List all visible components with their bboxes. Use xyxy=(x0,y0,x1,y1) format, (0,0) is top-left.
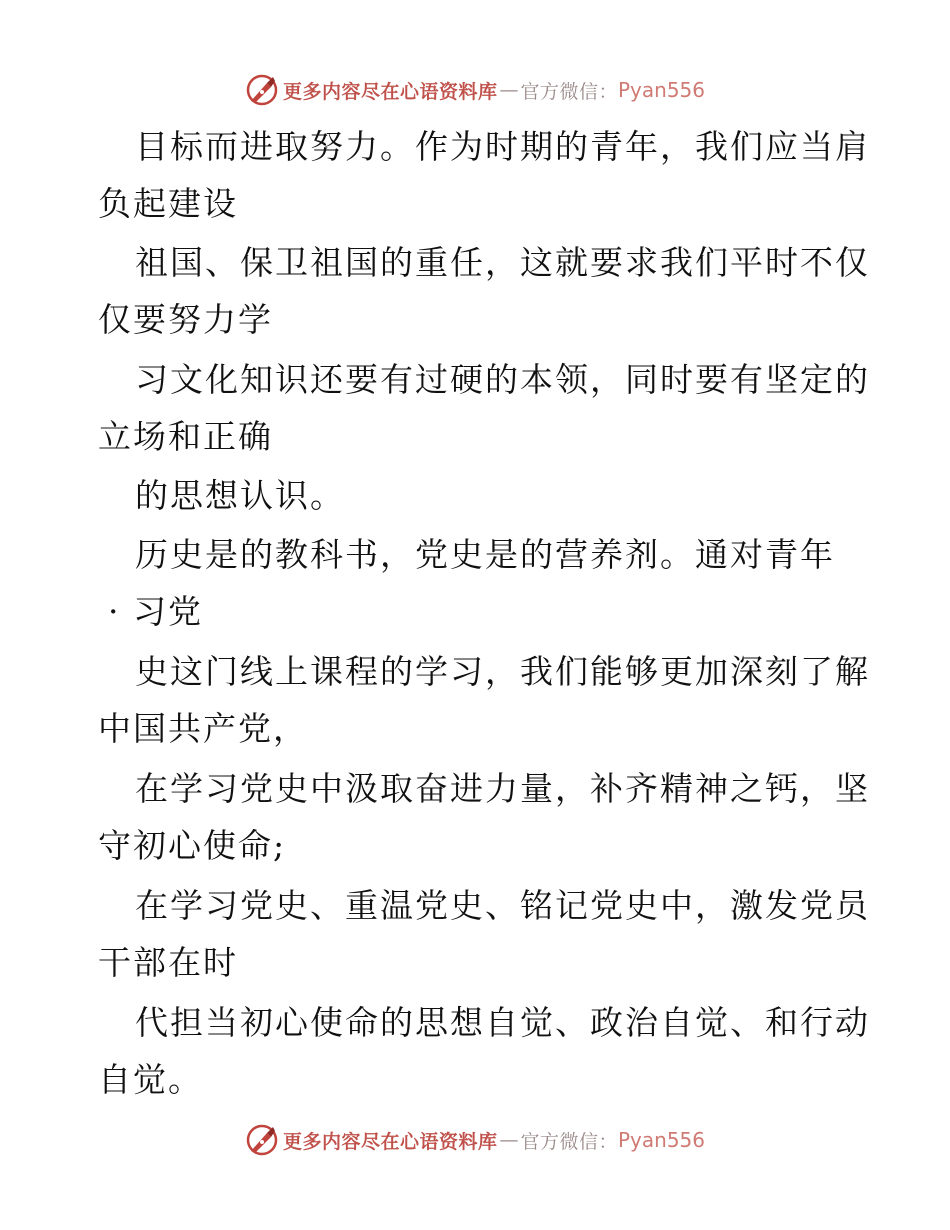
watermark-main-text: 更多内容尽在心语资料库 xyxy=(282,80,498,103)
text-line: 在学习党史、重温党史、铭记党史中，激发党员 xyxy=(135,886,870,925)
text-line: 目标而进取努力。作为时期的青年，我们应当肩 xyxy=(135,127,870,166)
text-line: · 习党 xyxy=(108,592,203,631)
watermark-label: 官方微信： xyxy=(520,80,618,103)
watermark-label: 官方微信： xyxy=(520,1130,618,1153)
text-line: 史这门线上课程的学习，我们能够更加深刻了解 xyxy=(135,652,870,691)
watermark-id: Pyan556 xyxy=(618,1128,706,1152)
text-line: 立场和正确 xyxy=(98,417,273,456)
watermark-main-text: 更多内容尽在心语资料库 xyxy=(282,1130,498,1153)
text-line: 仅要努力学 xyxy=(98,300,273,339)
text-line: 自觉。 xyxy=(98,1060,203,1099)
footer-watermark xyxy=(0,1120,950,1160)
text-line: 代担当初心使命的思想自觉、政治自觉、和行动 xyxy=(135,1003,870,1042)
watermark-id: Pyan556 xyxy=(618,78,706,102)
text-line: 负起建设 xyxy=(98,184,238,223)
pen-nib-logo-icon xyxy=(245,1123,279,1157)
text-line: 中国共产党， xyxy=(98,709,308,748)
text-line: 的思想认识。 xyxy=(135,476,345,515)
text-line: 守初心使命; xyxy=(98,826,287,865)
watermark-separator: — xyxy=(499,1129,519,1151)
text-line: 干部在时 xyxy=(98,943,238,982)
text-line: 在学习党史中汲取奋进力量，补齐精神之钙，坚 xyxy=(135,769,870,808)
text-line: 习文化知识还要有过硬的本领，同时要有坚定的 xyxy=(135,360,870,399)
text-line: 祖国、保卫祖国的重任，这就要求我们平时不仅 xyxy=(135,243,870,282)
text-line: 历史是的教科书，党史是的营养剂。通对青年 xyxy=(135,535,835,574)
watermark-separator: — xyxy=(499,79,519,101)
